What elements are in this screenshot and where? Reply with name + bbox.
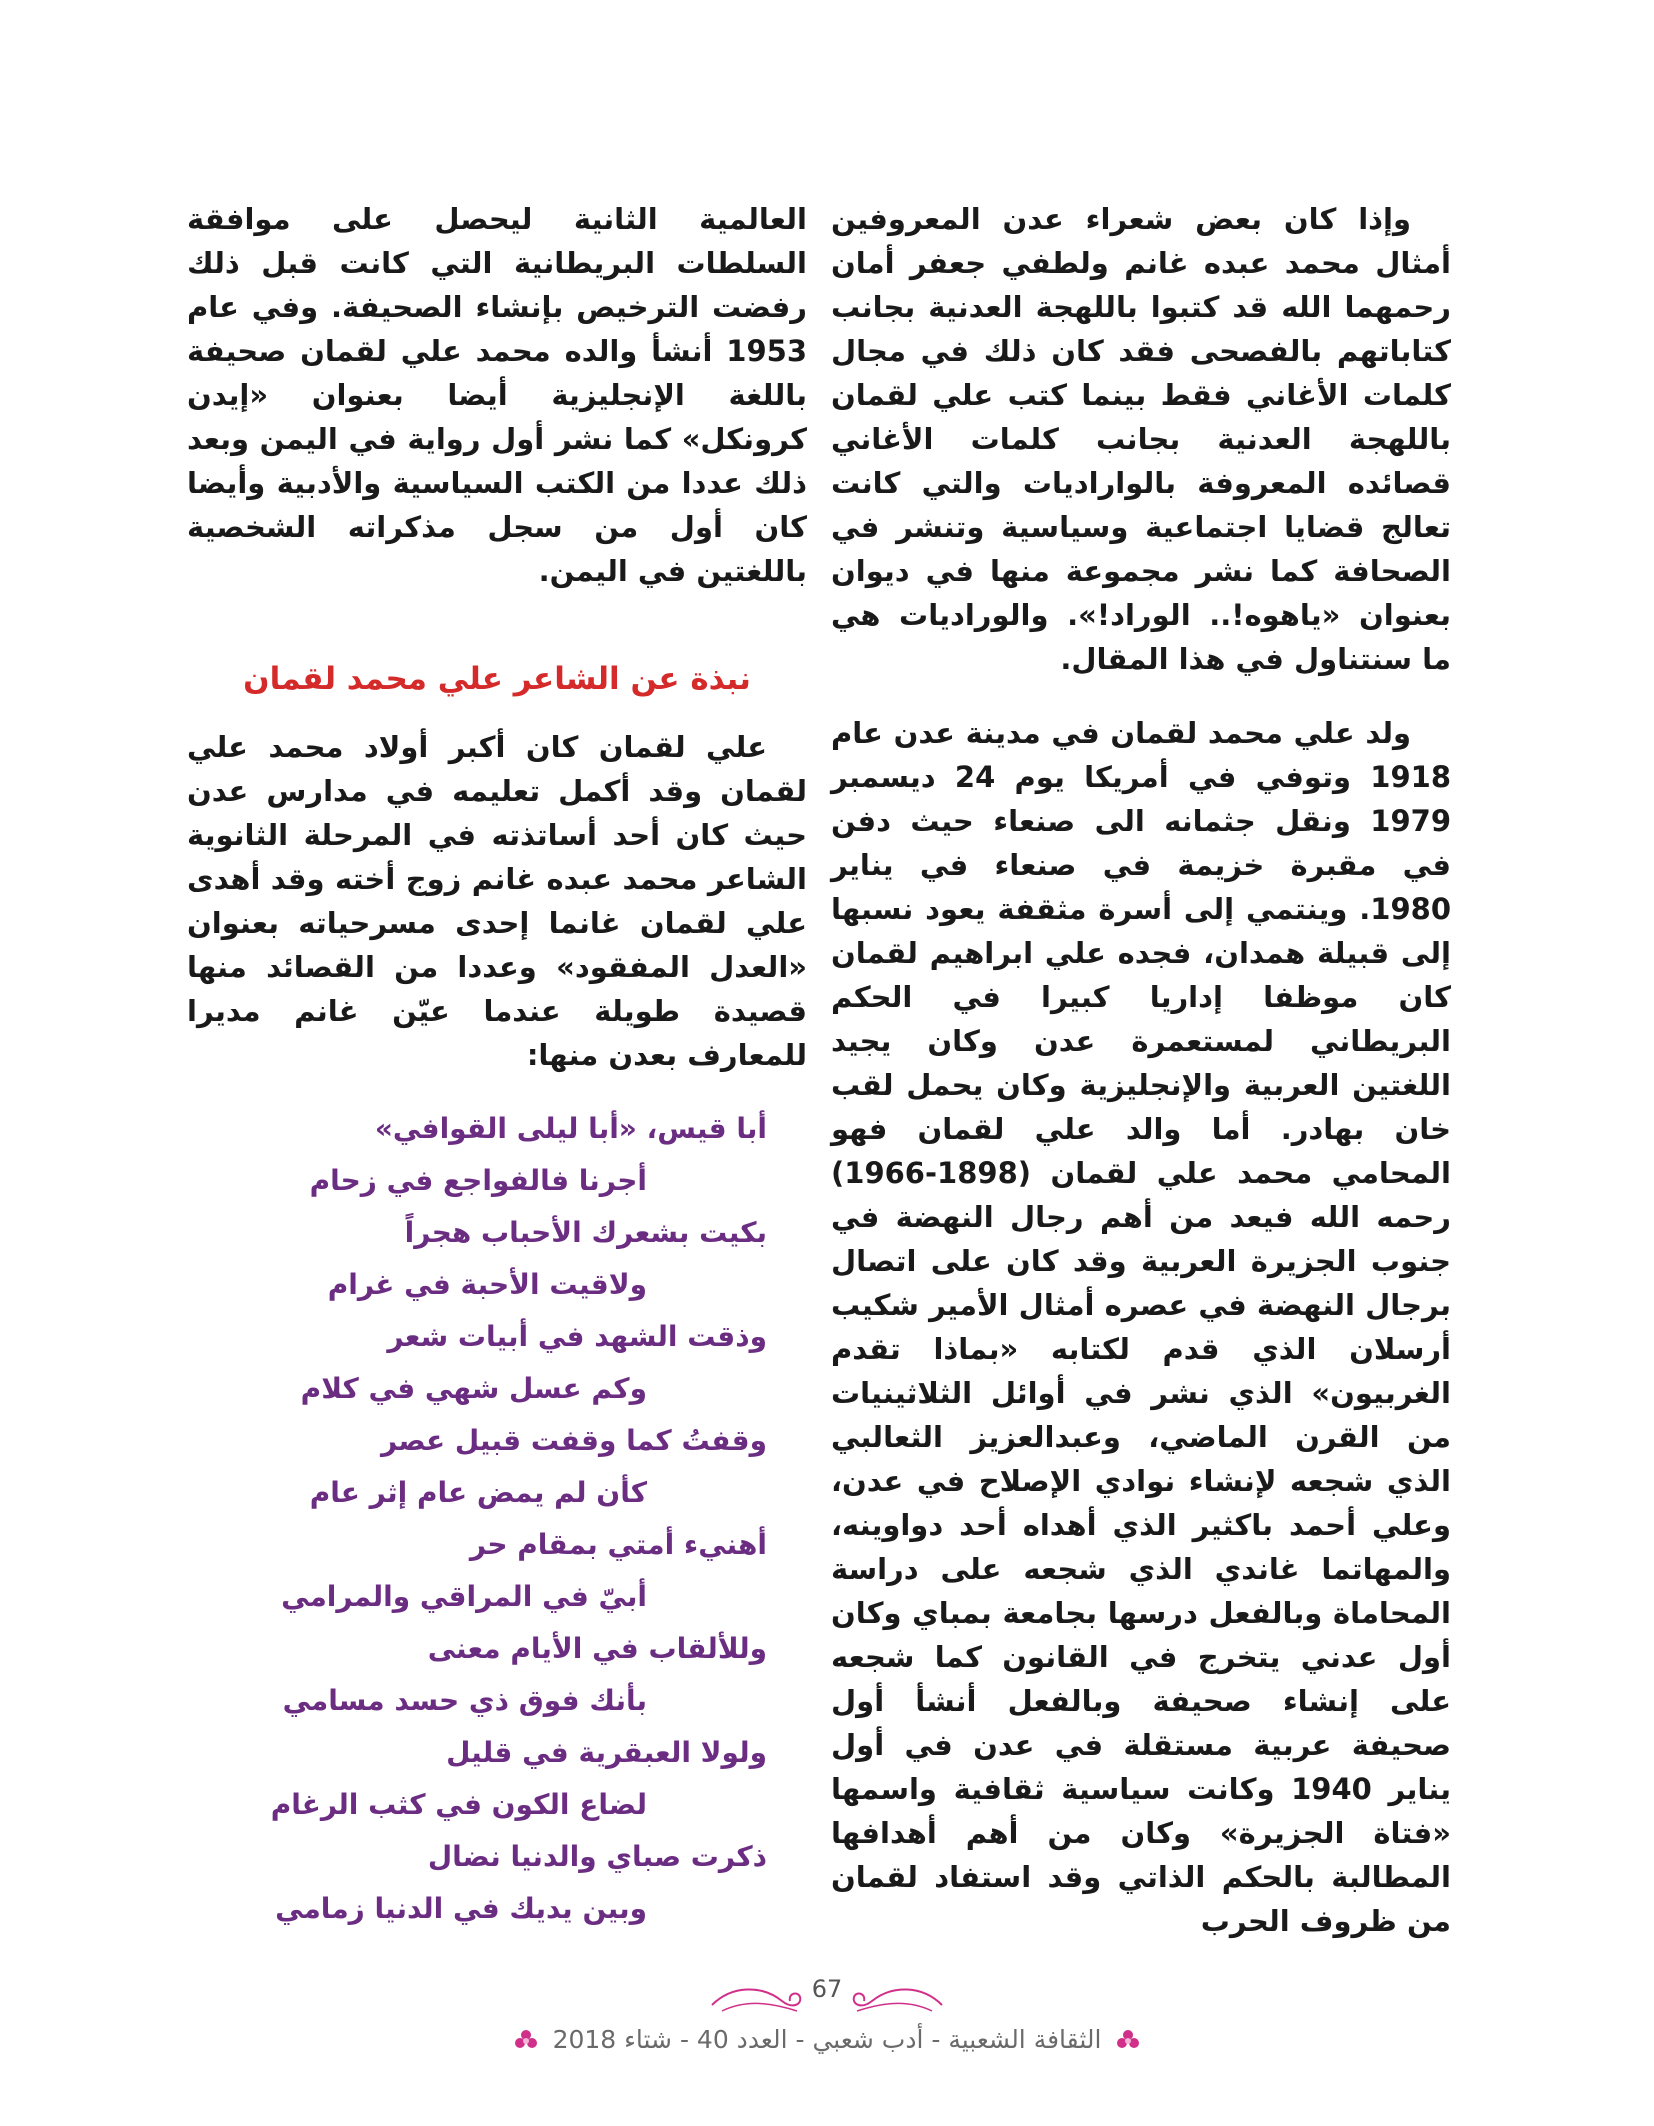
poem-line: ولاقيت الأحبة في غرام [327, 1268, 647, 1301]
poem-line: وللألقاب في الأيام معنى [427, 1632, 767, 1665]
section-heading: نبذة عن الشاعر علي محمد لقمان [243, 661, 751, 697]
biography-paragraph: ولد علي محمد لقمان في مدينة عدن عام 1918 وتوفي في أمريكا يوم 24 ديسمبر 1979 ونقل جثمانه الى صنعاء حيث دفن في مقبرة خزيمة في صنعاء في يناير 1980. وينتمي إلى أسرة مثقفة يعود نسبها إلى قبيلة همدان، فجده علي ابراهيم لقمان كان موظفا إداريا كبيرا في الحكم البريطاني لمستعمرة عدن وكان يجيد اللغتين العربية والإنجليزية وكان يحمل لقب خان بهادر. أما والد علي لقمان فهو المحامي محمد علي لقمان (1898-1966) رحمه الله فيعد من أهم رجال النهضة في جنوب الجزيرة العربية وقد كان على اتصال برجال النهضة في عصره أمثال الأمير شكيب أرسلان الذي قدم لكتابه «بماذا تقدم الغربيون» الذي نشر في أوائل الثلاثينيات من القرن الماضي، وعبدالعزيز الثعالبي الذي شجعه لإنشاء نوادي الإصلاح في عدن، وعلي أحمد باكثير الذي أهداه أحد دواوينه، والمهاتما غاندي الذي شجعه على دراسة المحاماة وبالفعل درسها بجامعة بمباي وكان أول عدني يتخرج في القانون كما شجعه على إنشاء صحيفة وبالفعل أنشأ أول صحيفة عربية مستقلة في عدن في أول يناير 1940 وكانت سياسية ثقافية واسمها «فتاة الجزيرة» وكان من أهم أهدافها المطالبة بالحكم الذاتي وقد استفاد لقمان من ظروف الحرب [831, 716, 1452, 1938]
poem-line: أبا قيس، «أبا ليلى القوافي» [374, 1112, 767, 1145]
poem-line: وقفتُ كما وقفت قبيل عصر [381, 1424, 767, 1457]
poem-line: لضاع الكون في كثب الرغام [270, 1788, 647, 1821]
poem-line: أهنيء أمتي بمقام حر [469, 1528, 767, 1561]
poem-line: ولولا العبقرية في قليل [446, 1736, 767, 1769]
intro-paragraph: وإذا كان بعض شعراء عدن المعروفين أمثال محمد عبده غانم ولطفي جعفر أمان رحمهما الله قد كتبوا باللهجة العدنية بجانب كتاباتهم بالفصحى فقد كان ذلك في مجال كلمات الأغاني فقط بينما كتب علي لقمان باللهجة العدنية بجانب كلمات الأغاني قصائده المعروفة بالواراديات والتي كانت تعالج قضايا اجتماعية وسياسية وتنشر في الصحافة كما نشر مجموعة منها في ديوان بعنوان «ياهوه!.. الوراد!». والوراديات هي ما سنتناول في هذا المقال. [831, 202, 1451, 676]
publication-info: الثقافة الشعبية - أدب شعبي - العدد 40 - شتاء 2018 [552, 2025, 1102, 2054]
flower-icon [1115, 2028, 1141, 2054]
poem-line: وذقت الشهد في أبيات شعر [387, 1320, 767, 1353]
poem-line: أجرنا فالفواجع في زحام [309, 1164, 647, 1197]
poem [187, 1103, 807, 1935]
page-number: 67 [811, 1975, 843, 2003]
continuation-paragraph: العالمية الثانية ليحصل على موافقة السلطات البريطانية التي كانت قبل ذلك رفضت الترخيص بإنشاء الصحيفة. وفي عام 1953 أنشأ والده محمد علي لقمان صحيفة باللغة الإنجليزية أيضا بعنوان «إيدن كرونكل» كما نشر أول رواية في اليمن وبعد ذلك عددا من الكتب السياسية والأدبية وأيضا كان أول من سجل مذكراته الشخصية باللغتين في اليمن. [187, 202, 807, 588]
left-column [187, 197, 807, 1935]
poem-line: بكيت بشعرك الأحباب هجراً [404, 1216, 767, 1249]
poet-bio-paragraph: علي لقمان كان أكبر أولاد محمد علي لقمان وقد أكمل تعليمه في مدارس عدن حيث كان أحد أساتذته في المرحلة الثانوية الشاعر محمد عبده غانم زوج أخته وقد أهدى علي لقمان غانما إحدى مسرحياته بعنوان «العدل المفقود» وعددا من القصائد منها قصيدة طويلة عندما عيّن غانم مديرا للمعارف بعدن منها: [187, 730, 807, 1072]
page-footer [0, 1975, 1654, 2085]
poem-line: وبين يديك في الدنيا زمامي [275, 1892, 647, 1925]
right-column [831, 197, 1451, 1973]
flower-icon [513, 2028, 539, 2054]
publication-line [0, 2025, 1654, 2054]
poem-line: ذكرت صباي والدنيا نضال [427, 1840, 767, 1873]
poem-line: أبيّ في المراقي والمرامي [281, 1580, 647, 1613]
poem-line: كأن لم يمض عام إثر عام [309, 1476, 647, 1509]
poem-line: وكم عسل شهي في كلام [300, 1372, 647, 1405]
poem-line: بأنك فوق ذي حسد مسامي [282, 1684, 647, 1717]
